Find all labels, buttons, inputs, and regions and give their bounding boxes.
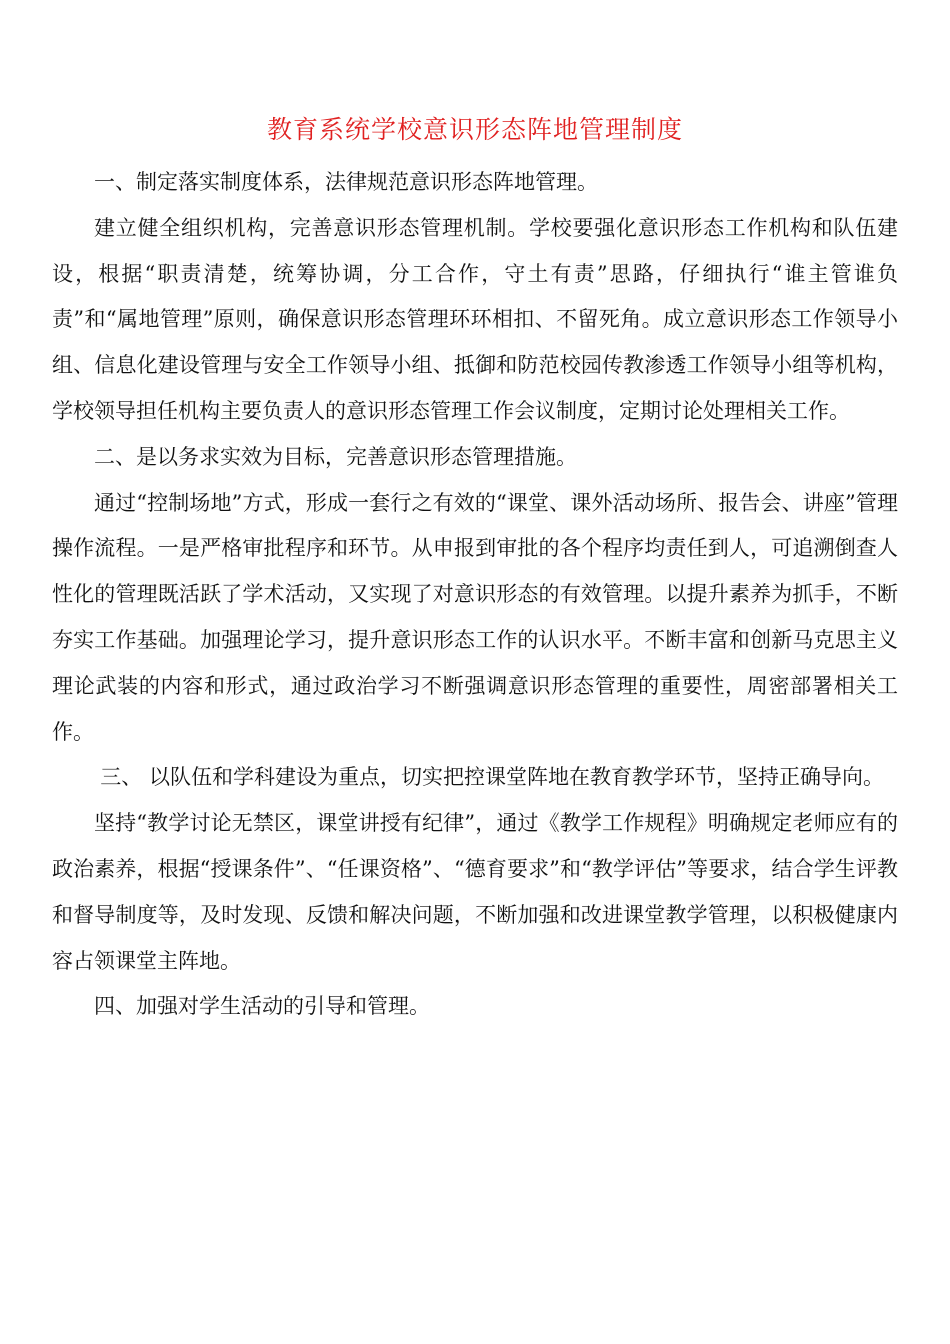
section-heading-2: 二、是以务求实效为目标，完善意识形态管理措施。 [94, 444, 577, 469]
document-body [52, 160, 898, 1030]
body-paragraph-1: 建立健全组织机构，完善意识形态管理机制。学校要强化意识形态工作机构和队伍建设，根据“职责清楚，统筹协调，分工合作，守土有责”思路，仔细执行“谁主管谁负责”和“属地管理”原则，确保意识形态管理环环相扣、不留死角。成立意识形态工作领导小组、信息化建设管理与安全工作领导小组、抵御和防范校园传教渗透工作领导小组等机构，学校领导担任机构主要负责人的意识形态管理工作会议制度，定期讨论处理相关工作。 [52, 215, 898, 423]
document-title: 教育系统学校意识形态阵地管理制度 [266, 115, 683, 144]
section-heading-1: 一、制定落实制度体系，法律规范意识形态阵地管理。 [94, 170, 598, 194]
section-heading-3: 三、 以队伍和学科建设为重点，切实把控课堂阵地在教育教学环节，坚持正确导向。 [100, 765, 884, 790]
body-paragraph-3: 坚持“教学讨论无禁区，课堂讲授有纪律”，通过《教学工作规程》明确规定老师应有的政治素养，根据“授课条件”、“任课资格”、“德育要求”和“教学评估”等要求，结合学生评教和督导制度等，及时发现、反馈和解决问题，不断加强和改进课堂教学管理，以积极健康内容占领课堂主阵地。 [52, 811, 898, 973]
body-paragraph-2: 通过“控制场地”方式，形成一套行之有效的“课堂、课外活动场所、报告会、讲座”管理操作流程。一是严格审批程序和环节。从申报到审批的各个程序均责任到人，可追溯倒查人性化的管理既活跃了学术活动，又实现了对意识形态的有效管理。以提升素养为抓手，不断夯实工作基础。加强理论学习，提升意识形态工作的认识水平。不断丰富和创新马克思主义理论武装的内容和形式，通过政治学习不断强调意识形态管理的重要性，周密部署相关工作。 [52, 490, 898, 744]
section-heading-4: 四、加强对学生活动的引导和管理。 [94, 994, 430, 1019]
